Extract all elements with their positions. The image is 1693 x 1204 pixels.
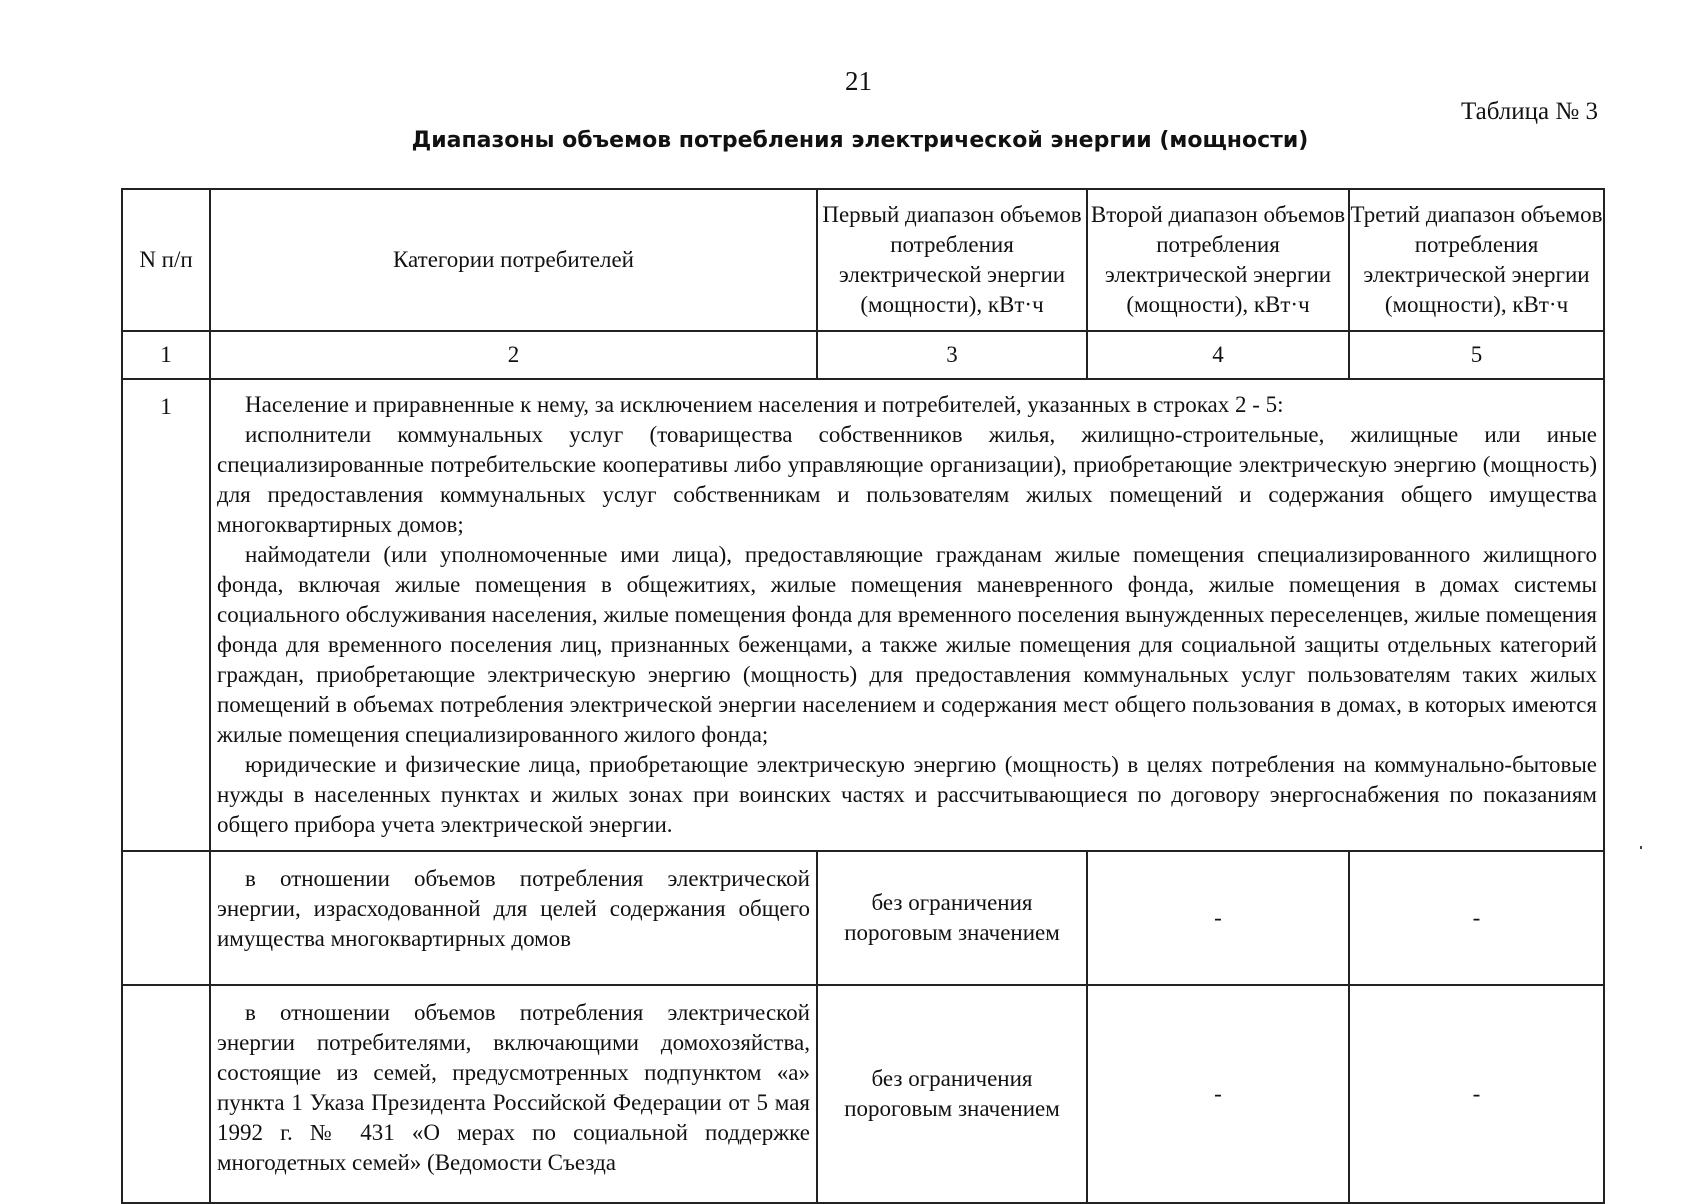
range-3-value: -: [1349, 851, 1604, 985]
column-number: 4: [1087, 331, 1349, 379]
table-header-row: [122, 189, 1604, 331]
range-3-value: -: [1349, 985, 1604, 1203]
range-1-value: без ограничения пороговым значением: [817, 851, 1087, 985]
range-1-value: без ограничения пороговым значением: [817, 985, 1087, 1203]
page-number: 21: [845, 66, 872, 96]
header-categories: Категории потребителей: [210, 189, 817, 331]
paragraph: исполнители коммунальных услуг (товарищества собственников жилья, жилищно-строительные, жилищные или иные специализированные потребительские кооперативы либо управляющие организации), приобретающие электрическую энергию (мощность) для предоставления коммунальных услуг собственникам и пользователям жилых помещений и содержания общего имущества многоквартирных домов;: [217, 422, 1597, 537]
population-description: [210, 379, 1604, 851]
table-row-common-property: [122, 851, 1604, 985]
row-number-empty: [122, 985, 210, 1203]
category-text: в отношении объемов потребления электрической энергии, израсходованной для целей содержания общего имущества многоквартирных домов: [217, 866, 810, 951]
column-number: 1: [122, 331, 210, 379]
paragraph: наймодатели (или уполномоченные ими лица), предоставляющие гражданам жилые помещения специализированного жилищного фонда, включая жилые помещения в общежитиях, жилые помещения маневренного фонда, жилые помещения в домах системы социального обслуживания населения, жилые помещения фонда для временного поселения вынужденных переселенцев, жилые помещения фонда для временного поселения лиц, признанных беженцами, а также жилые помещения для социальной защиты отдельных категорий граждан, приобретающие электрическую энергию (мощность) для предоставления коммунальных услуг пользователям таких жилых помещений в объемах потребления электрической энергии населением и содержания мест общего пользования в домах, в которых имеются жилые помещения специализированного жилого фонда;: [217, 542, 1597, 747]
range-2-value: -: [1087, 851, 1349, 985]
category-cell: [210, 851, 817, 985]
table-number: Таблица № 3: [1460, 98, 1598, 125]
table-title: Диапазоны объемов потребления электрической энергии (мощности): [411, 128, 1309, 153]
header-range-2: Второй диапазон объемов потребления электрической энергии (мощности), кВт·ч: [1087, 189, 1349, 331]
header-range-1: Первый диапазон объемов потребления электрической энергии (мощности), кВт·ч: [817, 189, 1087, 331]
header-range-3: Третий диапазон объемов потребления электрической энергии (мощности), кВт·ч: [1349, 189, 1604, 331]
column-number: 3: [817, 331, 1087, 379]
table-row-large-families: [122, 985, 1604, 1203]
paragraph: юридические и физические лица, приобретающие электрическую энергию (мощность) в целях потребления на коммунально-бытовые нужды в населенных пунктах и жилых зонах при воинских частях и рассчитывающиеся по договору энергоснабжения по показаниям общего прибора учета электрической энергии.: [217, 752, 1597, 837]
row-number: 1: [122, 379, 210, 851]
row-number-empty: [122, 851, 210, 985]
consumption-ranges-table: [121, 188, 1605, 1204]
column-number-row: [122, 331, 1604, 379]
column-number: 5: [1349, 331, 1604, 379]
category-text: в отношении объемов потребления электрической энергии потребителями, включающими домохозяйства, состоящие из семей, предусмотренных подпунктом «а» пункта 1 Указа Президента Российской Федерации от 5 мая 1992 г. № 431 «О мерах по социальной поддержке многодетных семей» (Ведомости Съезда: [217, 1000, 810, 1175]
column-number: 2: [210, 331, 817, 379]
paragraph: Население и приравненные к нему, за исключением населения и потребителей, указанных в строках 2 - 5:: [245, 392, 1284, 417]
header-number: N п/п: [122, 189, 210, 331]
table-row-population: [122, 379, 1604, 851]
scan-speck: [1640, 846, 1642, 849]
category-cell: [210, 985, 817, 1203]
range-2-value: -: [1087, 985, 1349, 1203]
